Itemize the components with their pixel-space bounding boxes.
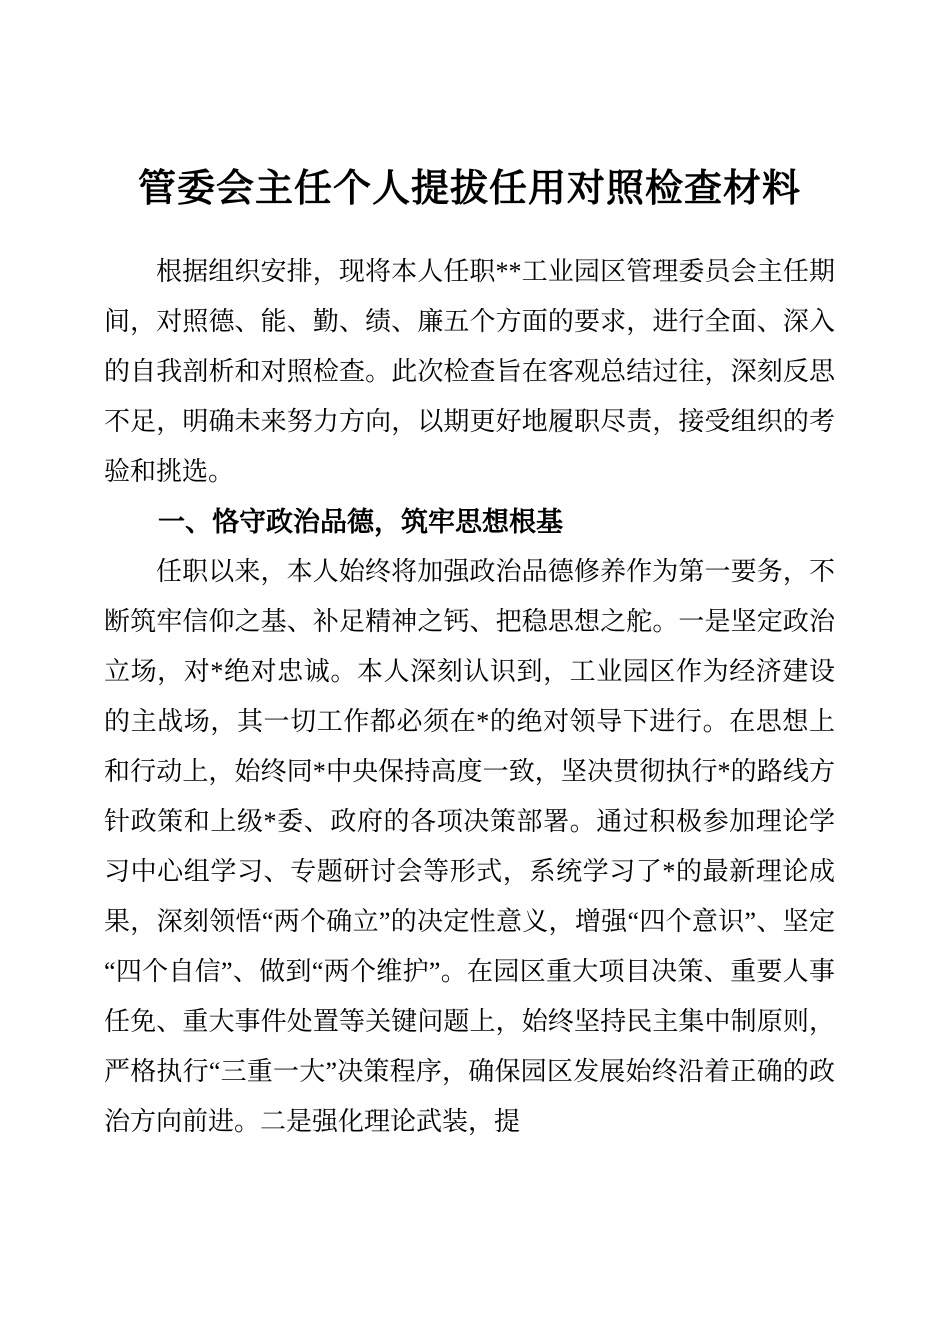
document-body — [104, 247, 835, 1147]
paragraph-intro: 根据组织安排，现将本人任职**工业园区管理委员会主任期间，对照德、能、勤、绩、廉五个方面的要求，进行全面、深入的自我剖析和对照检查。此次检查旨在客观总结过往，深刻反思不足，明确未来努力方向，以期更好地履职尽责，接受组织的考验和挑选。 — [104, 257, 835, 486]
paragraph-section-1: 任职以来，本人始终将加强政治品德修养作为第一要务，不断筑牢信仰之基、补足精神之钙、把稳思想之舵。一是坚定政治立场，对*绝对忠诚。本人深刻认识到，工业园区作为经济建设的主战场，其一切工作都必须在*的绝对领导下进行。在思想上和行动上，始终同*中央保持高度一致，坚决贯彻执行*的路线方针政策和上级*委、政府的各项决策部署。通过积极参加理论学习中心组学习、专题研讨会等形式，系统学习了*的最新理论成果，深刻领悟“两个确立”的决定性意义，增强“四个意识”、坚定“四个自信”、做到“两个维护”。在园区重大项目决策、重要人事任免、重大事件处置等关键问题上，始终坚持民主集中制原则，严格执行“三重一大”决策程序，确保园区发展始终沿着正确的政治方向前进。二是强化理论武装，提 — [104, 557, 835, 1136]
section-heading-1: 一、恪守政治品德，筑牢思想根基 — [158, 507, 563, 537]
document-title: 管委会主任个人提拔任用对照检查材料 — [137, 168, 801, 210]
